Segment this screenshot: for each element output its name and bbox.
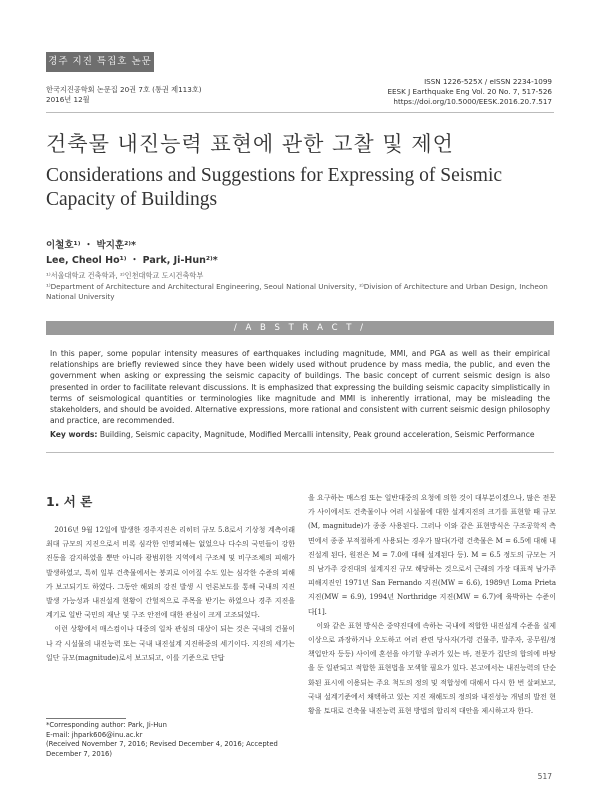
journal-date: 2016년 12월 — [46, 95, 90, 104]
body-column-left — [46, 523, 295, 665]
journal-citation: EESK J Earthquake Eng Vol. 20 No. 7, 517-526 — [387, 87, 552, 96]
affiliation-english: ¹⁾Department of Architecture and Architectural Engineering, Seoul National University, ²⁾Division of Architecture and Urban Design, Incheon National University — [46, 282, 548, 301]
abstract-text: In this paper, some popular intensity measures of earthquakes including magnitude, MMI, and PGA as well as their empirical relationships are briefly reviewed since they have been widely used without prudence by mass media, the public, and even the government when asking or expressing the seismic capacity of buildings. The basic concept of current seismic design is also presented in order to facilitate relevant discussions. It is emphasized that expressing the building seismic capacity simplistically in terms of seismological quantities or terminologies like magnitude and MMI is inherently irrational, may be misleading the stakeholders, and should be avoided. Alternative expressions, more rational and consistent with current seismic design philosophy and practice, are recommended. — [50, 349, 550, 426]
footnote — [46, 721, 296, 759]
corresponding-author: *Corresponding author: Park, Ji-Hun — [46, 721, 167, 729]
keywords-label: Key words: — [50, 430, 98, 439]
author-email[interactable]: E-mail: jhpark606@inu.ac.kr — [46, 730, 143, 739]
journal-meta-left — [46, 85, 202, 105]
footnote-divider — [46, 718, 126, 719]
title-english: Considerations and Suggestions for Expressing of Seismic Capacity of Buildings — [46, 165, 503, 210]
header-divider — [46, 112, 554, 113]
title-korean: 건축물 내진능력 표현에 관한 고찰 및 제언 — [46, 132, 454, 156]
authors-korean: 이철호¹⁾ ・ 박지훈²⁾* — [46, 240, 136, 251]
keywords — [50, 430, 550, 439]
abstract-divider — [46, 452, 554, 453]
affiliation-korean: ¹⁾서울대학교 건축학과, ²⁾인천대학교 도시건축학부 — [46, 271, 204, 280]
intro-paragraph-4: 이와 같은 표현 방식은 중약진대에 속하는 국내에 적합한 내진설계 수준을 실제 이상으로 과장하거나 오도하고 여러 관련 당사자(가령 건물주, 발주자, 공무원/정책입안자 등등) 사이에 혼선을 야기할 우려가 있는 바, 전문가 집단의 합의에 바탕을 둔 일관되고 적합한 표현법을 모색할 필요가 있다. 본고에서는 내진능력의 단순화된 표시에 이용되는 주요 척도의 정의 및 적합성에 대해서 다시 한 번 살펴보고, 국내 설계기준에서 채택하고 있는 지진 재해도의 정의와 내진성능 개념의 발전 현황을 토대로 건축물 내진능력 표현 방법의 합리적 대안을 제시하고자 한다. — [308, 621, 556, 716]
section-title-introduction: 1. 서 론 — [46, 494, 93, 509]
received-dates: (Received November 7, 2016; Revised December 4, 2016; Accepted December 7, 2016) — [46, 740, 278, 758]
doi-link[interactable]: https://doi.org/10.5000/EESK.2016.20.7.517 — [393, 97, 552, 106]
journal-volume: 한국지진공학회 논문집 20권 7호 (통권 제113호) — [46, 85, 202, 94]
body-column-right — [308, 491, 556, 718]
special-issue-badge: 경주 지진 특집호 논문 — [46, 52, 154, 72]
authors-english: Lee, Cheol Ho¹⁾ ・ Park, Ji-Hun²⁾* — [46, 255, 218, 266]
keywords-list: Building, Seismic capacity, Magnitude, Modified Mercalli intensity, Peak ground acceleration, Seismic Performance — [99, 430, 535, 439]
intro-paragraph-2: 이런 상황에서 매스컴이나 대중의 일차 관심의 대상이 되는 것은 국내의 건물이나 각 시설물의 내진능력 또는 국내 내진설계 지진하중의 세기이다. 지진의 세기는 일단 규모(magnitude)로서 보고되고, 이를 기준으로 단답 — [46, 625, 295, 662]
journal-meta-right — [387, 77, 552, 107]
intro-paragraph-1: 2016년 9월 12일에 발생한 경주지진은 리히터 규모 5.8로서 기상청 계측이래 최대 규모의 지진으로서 비록 심각한 인명피해는 없었으나 다수의 국민들이 강한 진동을 감지하였을 뿐만 아니라 광범위한 지역에서 구조체 및 비구조체의 피해가 발생하였고, 특히 일부 건축물에서는 붕괴로 이어질 수도 있는 심각한 수준의 피해가 보고되기도 하였다. 그동안 해외의 강진 발생 시 언론보도를 통해 국내의 지진발생 가능성과 내진설계 현황이 간헐적으로 주목을 받기는 하였으나 경주 지진을 계기로 일반 국민의 재난 및 구조 안전에 대한 관심이 크게 고조되었다. — [46, 526, 295, 620]
abstract-header: / A B S T R A C T / — [46, 321, 554, 335]
intro-paragraph-3: 을 요구하는 매스컴 또는 일반대중의 요청에 의한 것이 대부분이겠으나, 많은 전문가 사이에서도 건축물이나 여러 시설물에 대한 설계지진의 크기를 표현할 때 규모(M, magnitude)가 종종 사용된다. 그러나 이와 같은 표현방식은 구조공학적 측면에서 종종 부적절하게 사용되는 경우가 많다(가령 건축물은 M = 6.5에 대해 내진설계 된다, 원전은 M = 7.0에 대해 설계된다 등). M = 6.5 정도의 규모는 거의 남가주 강진대의 설계지진 규모 해당하는 것으로서 근래의 가장 대표적 남가주 피해지진인 1971년 San Fernando 지진(MW = 6.6), 1989년 Loma Prieta 지진(MW = 6.9), 1994년 Northridge 지진(MW = 6.7)에 육박하는 수준이다[1]. — [308, 494, 556, 616]
page-number: 517 — [537, 772, 552, 781]
issn: ISSN 1226-525X / eISSN 2234-1099 — [424, 77, 552, 86]
